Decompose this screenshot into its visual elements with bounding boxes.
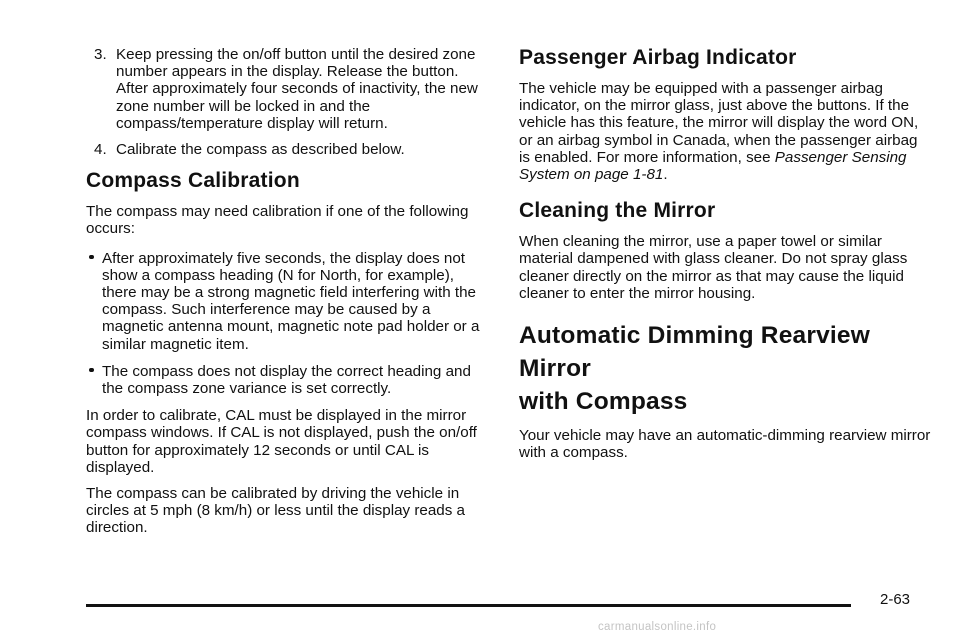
- page-number: 2-63: [880, 591, 911, 608]
- auto-dimming-heading-line2: with Compass: [519, 388, 688, 416]
- calibration-conditions-list: [86, 250, 492, 398]
- compass-calibration-heading: Compass Calibration: [86, 169, 300, 193]
- auto-dimming-heading-line1: Automatic Dimming Rearview Mirror: [519, 322, 870, 383]
- airbag-indicator-paragraph: [519, 80, 931, 183]
- list-item: [86, 46, 492, 132]
- list-item: [86, 363, 492, 397]
- bullet-text: After approximately five seconds, the display does not show a compass heading (N for North, for example), there may be a strong magnetic field interfering with the compass. Such interference may be caused by a magnetic antenna mount, magnetic note pad holder or a similar magnetic item.: [102, 249, 480, 353]
- watermark: carmanualsonline.info: [598, 621, 717, 633]
- step-number: 3.: [94, 46, 107, 63]
- calibration-drive-paragraph: The compass can be calibrated by driving the vehicle in circles at 5 mph (8 km/h) or less until the display reads a direction.: [86, 485, 465, 537]
- cleaning-mirror-paragraph: When cleaning the mirror, use a paper towel or similar material dampened with glass cleaner. Do not spray glass cleaner directly on the mirror as that may cause the liquid cleaner to enter the mirror housing.: [519, 233, 908, 302]
- footer-rule: [86, 604, 851, 607]
- auto-dimming-heading: [519, 319, 931, 418]
- bullet-text: The compass does not display the correct heading and the compass zone variance is set correctly.: [102, 362, 471, 398]
- right-column: [519, 0, 931, 461]
- calibration-cal-paragraph: In order to calibrate, CAL must be displayed in the mirror compass windows. If CAL is not displayed, push the on/off button for approximately 12 seconds or until CAL is displayed.: [86, 407, 477, 476]
- steps-list: [86, 46, 492, 158]
- airbag-suffix: .: [663, 166, 668, 184]
- step-text: Keep pressing the on/off button until the desired zone number appears in the display. Release the button. After approximately four seconds of inactivity, the new zone number will be locked in and the compass/temperature display will return.: [116, 46, 478, 132]
- airbag-indicator-heading: Passenger Airbag Indicator: [519, 46, 797, 69]
- left-column: [86, 0, 492, 537]
- step-text: Calibrate the compass as described below.: [116, 141, 405, 159]
- auto-dimming-paragraph: Your vehicle may have an automatic-dimming rearview mirror with a compass.: [519, 427, 931, 462]
- passenger-sensing-reference[interactable]: Passenger Sensing System on page 1-81: [519, 148, 907, 184]
- list-item: [86, 250, 492, 353]
- bullet-dot-icon: [89, 255, 94, 260]
- bullet-dot-icon: [89, 368, 94, 373]
- calibration-intro: The compass may need calibration if one of the following occurs:: [86, 203, 469, 238]
- step-number: 4.: [94, 141, 107, 159]
- cleaning-mirror-heading: Cleaning the Mirror: [519, 199, 716, 223]
- list-item: [86, 141, 492, 158]
- airbag-text: The vehicle may be equipped with a passenger airbag indicator, on the mirror glass, just above the buttons. If the vehicle has this feature, the mirror will display the word ON, or an airbag symbol in Canada, when the passenger airbag is enabled. For more information, see: [519, 80, 919, 166]
